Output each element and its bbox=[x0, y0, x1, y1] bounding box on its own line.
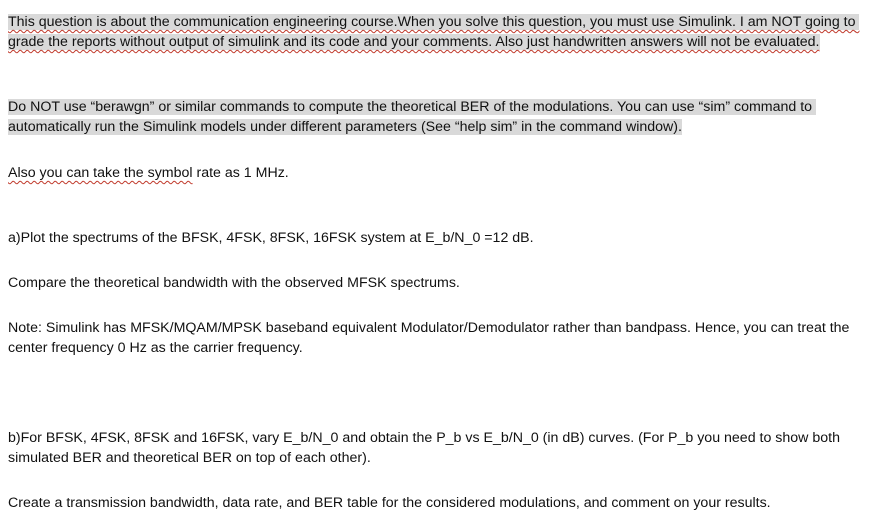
symbol-rate-text-a: Also you can take the symbol bbox=[8, 165, 193, 181]
part-a-question: a)Plot the spectrums of the BFSK, 4FSK, 8FSK, 16FSK system at E_b/N_0 =12 dB. bbox=[8, 230, 534, 246]
part-b-table-instruction: Create a transmission bandwidth, data rate, and BER table for the considered modulations, and comment on your results. bbox=[8, 495, 771, 511]
part-a-note: Note: Simulink has MFSK/MQAM/MPSK baseband equivalent Modulator/Demodulator rather than bandpass. Hence, you can treat the center frequency 0 Hz as the carrier frequency. bbox=[8, 320, 854, 356]
intro-text: This question is about the communication engineering course.When you solve this question, you must use Simulink. I am NOT going to grade the reports without output of simulink and its code and your comments. Also just handwritten answers will not be evaluated. bbox=[8, 14, 860, 50]
symbol-rate-paragraph bbox=[8, 163, 289, 183]
symbol-rate-text-b: rate as 1 MHz. bbox=[192, 165, 289, 181]
part-b-question: b)For BFSK, 4FSK, 8FSK and 16FSK, vary E_b/N_0 and obtain the P_b vs E_b/N_0 (in dB) curves. (For P_b you need to show both simulated BER and theoretical BER on top of each other). bbox=[8, 430, 844, 466]
part-a-compare: Compare the theoretical bandwidth with the observed MFSK spectrums. bbox=[8, 275, 460, 291]
sim-note-text: Do NOT use “berawgn” or similar commands to compute the theoretical BER of the modulations. You can use “sim” command to automatically run the Simulink models under different parameters (See “help sim” in the command window). bbox=[8, 99, 817, 135]
sim-note-paragraph bbox=[8, 97, 880, 137]
intro-paragraph bbox=[8, 12, 872, 52]
